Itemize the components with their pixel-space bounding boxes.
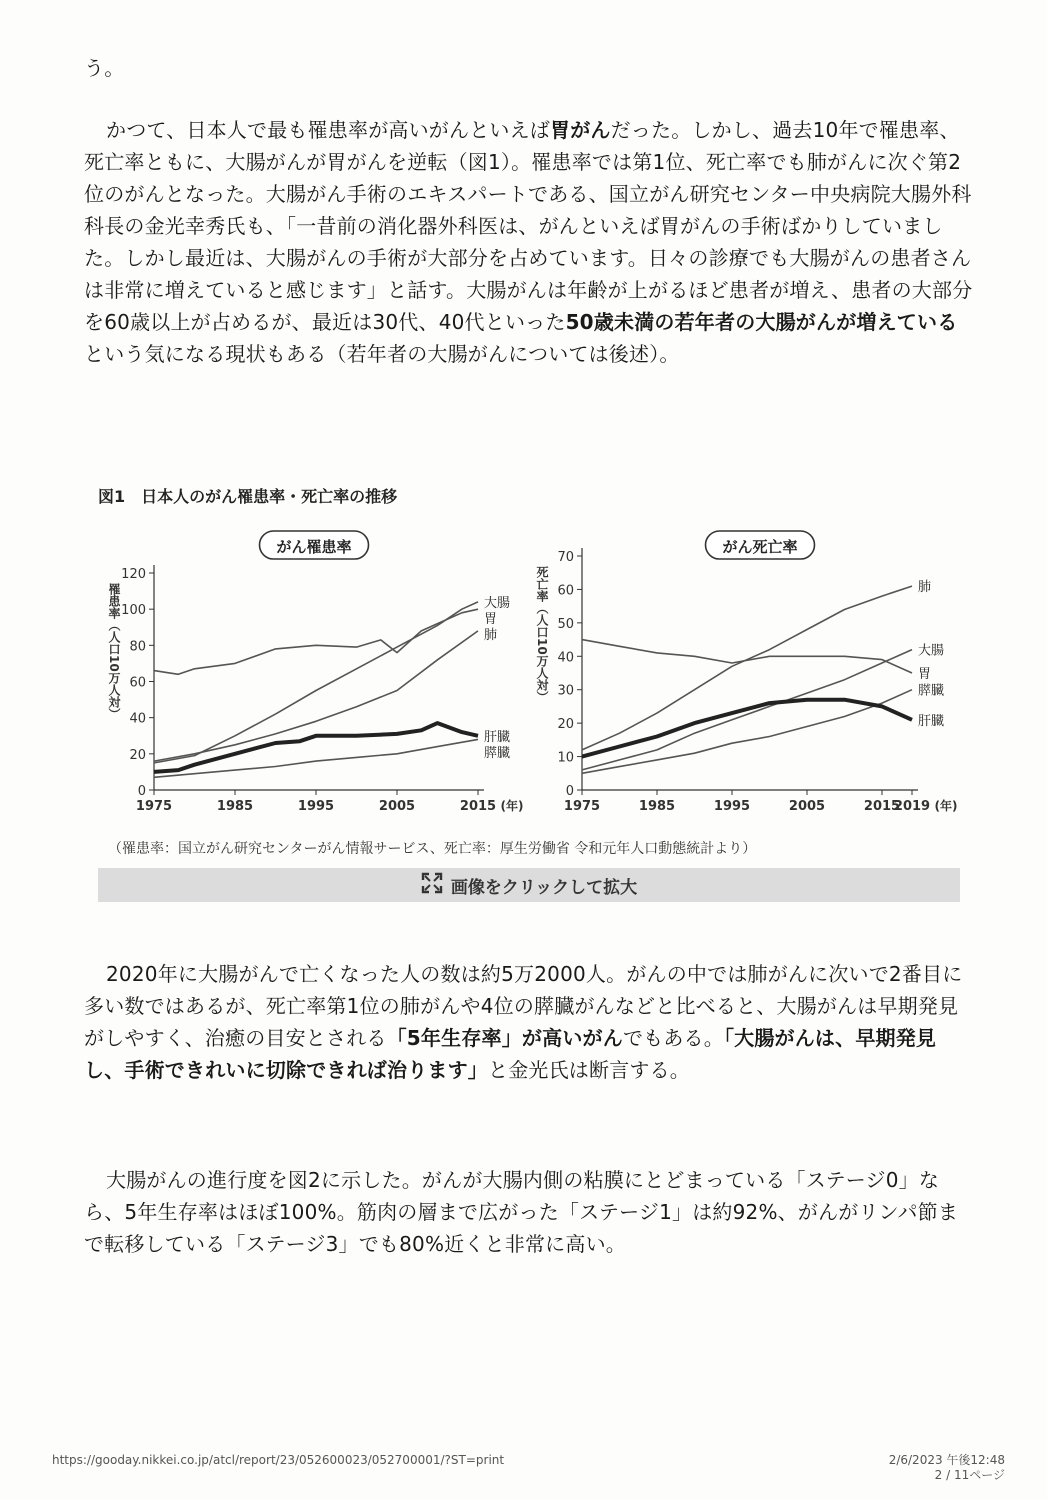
text-run: だった。しかし、過去10年で罹患率、死亡率ともに、大腸がんが胃がんを逆転（図1）。罹患率では第1位、死亡率でも肺がんに次ぐ第2位のがんとなった。大腸がん手術のエキスパートである、国立がん研究センター中央病院大腸外科科長の金光幸秀氏も、「一昔前の消化器外科医は、がんといえば胃がんの手術ばかりしていました。しかし最近は、大腸がんの手術が大部分を占めています。日々の診療でも大腸がんの患者さんは非常に増えていると感じます」と話す。大腸がんは年齢が上がるほど患者が増え、患者の大部分を60歳以上が占めるが、最近は30代、40代といった: [84, 118, 973, 334]
x-tick-label: 1995: [297, 799, 335, 814]
x-tick-label: 2019: [893, 799, 931, 814]
series-label: 肝臓: [918, 713, 945, 729]
mortality-chart: [526, 528, 966, 828]
x-tick-label: 2015: [863, 799, 901, 814]
incidence-chart: [96, 528, 524, 828]
x-tick-label: 1985: [216, 799, 254, 814]
y-tick-label: 10: [557, 750, 574, 766]
bold-text: 「5年生存率」が高いがん: [386, 1026, 623, 1050]
y-tick-label: 40: [557, 650, 574, 666]
text-run: という気になる現状もある（若年者の大腸がんについては後述）。: [84, 342, 680, 366]
y-tick-label: 60: [129, 675, 146, 691]
series-label: 胃: [484, 611, 498, 627]
x-tick-label: 2015: [459, 799, 497, 814]
series-label: 膵臓: [484, 745, 511, 761]
y-tick-label: 30: [557, 683, 574, 699]
series-line: [154, 631, 478, 761]
x-tick-label: 1975: [563, 799, 601, 814]
article-paragraph: [84, 114, 974, 370]
x-tick-label: 1975: [135, 799, 173, 814]
x-tick-label: 1995: [713, 799, 751, 814]
enlarge-label: 画像をクリックして拡大: [450, 877, 638, 898]
y-tick-label: 60: [557, 583, 574, 599]
article-paragraph: [84, 958, 974, 1086]
chart-title: がん死亡率: [722, 538, 798, 556]
print-date: 2/6/2023 午後12:48: [888, 1453, 1005, 1467]
article-paragraph: [84, 1164, 974, 1260]
y-tick-label: 20: [129, 747, 146, 763]
bold-text: 胃がん: [550, 118, 611, 142]
series-label: 大腸: [918, 643, 945, 659]
bold-text: 「大腸がんは、早期発見し、手術できれいに切除できれば治ります」: [84, 1026, 937, 1082]
series-line: [582, 586, 912, 750]
page-number: 2 / 11ページ: [934, 1468, 1005, 1482]
y-tick-label: 80: [129, 639, 146, 655]
series-line: [154, 739, 478, 777]
series-line: [154, 602, 478, 763]
text-run: 大腸がんの進行度を図2に示した。がんが大腸内側の粘膜にとどまっている「ステージ0」なら、5年生存率はほぼ100%。筋肉の層まで広がった「ステージ1」は約92%、がんがリンパ節まで転移している「ステージ3」でも80%近くと非常に高い。: [84, 1168, 959, 1256]
y-tick-label: 70: [557, 550, 574, 565]
x-axis-unit: (年): [934, 799, 958, 813]
series-label: 肝臓: [484, 729, 511, 745]
series-label: 肺: [484, 627, 498, 643]
y-tick-label: 50: [557, 616, 574, 632]
figure-caption: 図1 日本人のがん罹患率・死亡率の推移: [98, 487, 398, 506]
series-line: [154, 609, 478, 674]
x-tick-label: 1985: [638, 799, 676, 814]
y-tick-label: 40: [129, 711, 146, 727]
y-tick-label: 20: [557, 717, 574, 733]
y-tick-label: 0: [137, 784, 146, 799]
footer-url: https://gooday.nikkei.co.jp/atcl/report/23/052600023/052700001/?ST=print: [52, 1453, 505, 1467]
x-tick-label: 2005: [378, 799, 416, 814]
text-run: でもある。: [622, 1026, 724, 1050]
y-tick-label: 0: [565, 784, 574, 799]
chart-title: がん罹患率: [276, 538, 352, 556]
y-axis-label: 死亡率（人口10万人対）: [535, 566, 549, 703]
footer-date: [889, 1453, 1005, 1483]
y-tick-label: 100: [121, 603, 146, 619]
x-axis-unit: (年): [500, 799, 524, 813]
article-paragraph: う。: [84, 56, 125, 80]
text-run: と金光氏は断言する。: [488, 1058, 690, 1082]
series-label: 大腸: [484, 595, 511, 611]
series-label: 膵臓: [918, 683, 945, 699]
expand-icon: [421, 872, 443, 898]
series-label: 胃: [918, 667, 932, 682]
series-line: [582, 640, 912, 673]
bold-text: 50歳未満の若年者の大腸がんが増えている: [565, 310, 958, 334]
text-run: かつて、日本人で最も罹患率が高いがんといえば: [106, 118, 550, 142]
text-run: 2020年に大腸がんで亡くなった人の数は約5万2000人。がんの中では肺がんに次いで2番目に多い数ではあるが、死亡率第1位の肺がんや4位の膵臓がんなどと比べると、大腸がんは早期発見がしやすく、治癒の目安とされる: [84, 962, 963, 1050]
series-label: 肺: [918, 580, 932, 596]
y-tick-label: 120: [121, 567, 146, 582]
x-tick-label: 2005: [788, 799, 826, 814]
figure-source: （罹患率：国立がん研究センターがん情報サービス、死亡率：厚生労働省 令和元年人口動態統計より）: [108, 841, 757, 857]
series-line: [582, 700, 912, 757]
y-axis-label: 罹患率（人口10万人対）: [107, 583, 121, 720]
enlarge-image-button[interactable]: [98, 868, 960, 902]
